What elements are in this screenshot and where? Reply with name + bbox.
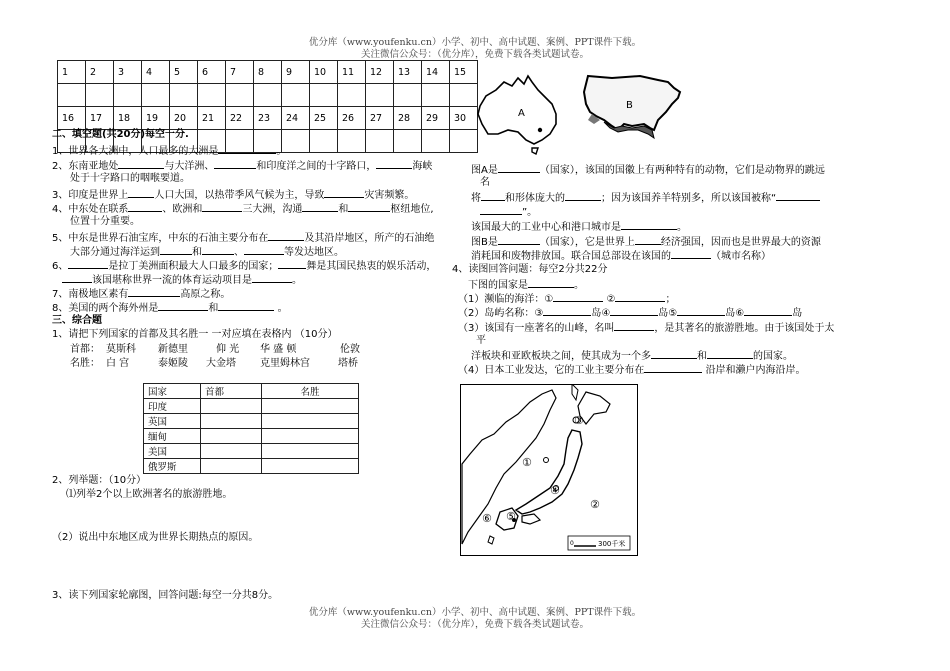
q2-text-a: 2、东南亚地处 bbox=[52, 161, 119, 172]
page-header-line1: 优分库（www.youfenku.cn）小学、初中、高中试题、案例、PPT课件下载。 bbox=[308, 37, 642, 48]
q4-continued: 位置十分重要。 bbox=[70, 216, 140, 227]
grid-answer-cell[interactable] bbox=[170, 84, 198, 107]
q4-text-a: 4、中东处在联系 bbox=[52, 204, 129, 215]
grid-cell: 24 bbox=[282, 107, 310, 130]
question-4-title: 4、读图回答问题：每空2分共22分 bbox=[452, 264, 608, 275]
table-country: 俄罗斯 bbox=[144, 459, 201, 474]
table-country: 印度 bbox=[144, 399, 201, 414]
question-1 bbox=[52, 143, 286, 158]
q3-text-a: 3、印度是世界上 bbox=[52, 190, 129, 201]
rb1-text-c: 经济强国，因而也是世界最大的资源 bbox=[660, 237, 821, 248]
grid-answer-cell[interactable] bbox=[114, 84, 142, 107]
grid-cell: 4 bbox=[142, 61, 170, 84]
grid-cell: 6 bbox=[198, 61, 226, 84]
answer-blank[interactable] bbox=[498, 162, 540, 173]
q5-text-f: 等发达地区。 bbox=[284, 247, 344, 258]
grid-answer-cell[interactable] bbox=[310, 84, 338, 107]
grid-answer-cell[interactable] bbox=[226, 84, 254, 107]
scale-text: 300千米 bbox=[598, 540, 626, 548]
grid-answer-cell[interactable] bbox=[198, 84, 226, 107]
japan-map bbox=[460, 384, 638, 556]
answer-blank[interactable] bbox=[278, 258, 306, 269]
answer-blank[interactable] bbox=[543, 305, 591, 316]
answer-blank[interactable] bbox=[268, 230, 304, 241]
q1-text: 1、世界各大洲中，人口最多的大洲是 bbox=[52, 146, 219, 157]
answer-grid-row1 bbox=[58, 61, 478, 84]
r4-q2-b: 岛④ bbox=[591, 308, 611, 319]
answer-blank[interactable] bbox=[118, 158, 164, 169]
ra4-text-b: 。 bbox=[677, 222, 687, 233]
q2-text-b: 与大洋洲、 bbox=[164, 161, 215, 172]
r4-q2-d: 岛⑥ bbox=[725, 308, 745, 319]
table-country: 美国 bbox=[144, 444, 201, 459]
grid-cell: 9 bbox=[282, 61, 310, 84]
grid-answer-cell[interactable] bbox=[422, 130, 450, 153]
page-footer-line2: 关注微信公众号：（优分库），免费下载各类试题试卷。 bbox=[360, 619, 589, 630]
q8-text-a: 8、美国的两个海外州是 bbox=[52, 303, 159, 314]
sight-item: 塔桥 bbox=[338, 358, 358, 369]
map-label-4: ④ bbox=[550, 484, 560, 497]
answer-grid-blank-row bbox=[58, 84, 478, 107]
answer-blank[interactable] bbox=[244, 244, 284, 255]
r4-q2-a: （2）岛屿名称：③ bbox=[458, 308, 544, 319]
grid-answer-cell[interactable] bbox=[338, 84, 366, 107]
answer-blank[interactable] bbox=[707, 348, 753, 359]
grid-cell: 28 bbox=[394, 107, 422, 130]
q6-text-b: 是拉丁美洲面积最大人口最多的国家； bbox=[108, 261, 279, 272]
comprehensive-q1-title: 1、请把下列国家的首都及其名胜一 一对应填在表格内 （10分） bbox=[52, 329, 338, 340]
q6-continued bbox=[62, 272, 302, 287]
r4-q2-e: 岛 bbox=[792, 308, 803, 319]
q5-text-e: 、 bbox=[234, 247, 244, 258]
answer-blank[interactable] bbox=[677, 305, 725, 316]
question-4-part2 bbox=[458, 305, 802, 320]
q6-text-d: 该国堪称世界一流的体育运动项目是 bbox=[92, 275, 252, 286]
answer-blank[interactable] bbox=[160, 244, 192, 255]
answer-blank[interactable] bbox=[68, 258, 108, 269]
question-4 bbox=[52, 201, 434, 216]
table-answer-cell[interactable] bbox=[201, 414, 262, 429]
grid-answer-cell[interactable] bbox=[86, 84, 114, 107]
q5-continued bbox=[70, 244, 344, 259]
capital-item: 莫斯科 bbox=[106, 344, 136, 355]
answer-blank[interactable] bbox=[218, 300, 274, 311]
australia-outline-map bbox=[478, 76, 556, 154]
question-4-part3-cont bbox=[471, 348, 793, 363]
question-7 bbox=[52, 286, 230, 301]
rb2-text-b: （城市名称） bbox=[711, 251, 771, 262]
grid-answer-cell[interactable] bbox=[394, 84, 422, 107]
r4-q1-a: （1）濒临的海洋：① bbox=[458, 294, 554, 305]
question-a-line1 bbox=[471, 162, 825, 177]
grid-cell: 1 bbox=[58, 61, 86, 84]
grid-answer-cell[interactable] bbox=[142, 84, 170, 107]
answer-blank[interactable] bbox=[202, 201, 242, 212]
q4-text-c: 三大洲，沟通 bbox=[242, 204, 303, 215]
grid-cell: 26 bbox=[338, 107, 366, 130]
q2-continued: 处于十字路口的咽喉要道。 bbox=[70, 173, 190, 184]
answer-blank[interactable] bbox=[528, 277, 574, 288]
map-label-5: ⑤ bbox=[506, 510, 516, 523]
q6-text-a: 6、 bbox=[52, 261, 69, 272]
sight-item: 泰姬陵 bbox=[158, 358, 188, 369]
answer-blank[interactable] bbox=[302, 201, 338, 212]
answer-blank[interactable] bbox=[744, 305, 792, 316]
r4-q1-c: ； bbox=[665, 294, 676, 305]
answer-blank[interactable] bbox=[158, 300, 208, 311]
question-5 bbox=[52, 230, 434, 245]
q5-text-a: 5、中东是世界石油宝库，中东的石油主要分布在 bbox=[52, 233, 269, 244]
r4-q3-d: 洋板块和亚欧板块之间，使其成为一个多 bbox=[471, 351, 651, 362]
answer-blank[interactable] bbox=[214, 158, 256, 169]
question-3 bbox=[52, 187, 414, 202]
answer-blank[interactable] bbox=[565, 190, 601, 201]
map-label-2: ② bbox=[590, 498, 600, 511]
grid-cell: 15 bbox=[450, 61, 478, 84]
sight-item: 大金塔 bbox=[206, 358, 236, 369]
capital-sight-table bbox=[143, 383, 359, 474]
question-4-part1 bbox=[458, 291, 675, 306]
answer-blank[interactable] bbox=[252, 272, 292, 283]
ra3-text-b: ”。 bbox=[522, 207, 538, 218]
capital-item: 伦敦 bbox=[340, 344, 360, 355]
q4-text-d: 和 bbox=[338, 204, 349, 215]
capital-item: 仰 光 bbox=[216, 344, 240, 355]
answer-blank[interactable] bbox=[62, 272, 92, 283]
q7-text-a: 7、南极地区素有 bbox=[52, 289, 129, 300]
page-footer-line1: 优分库（www.youfenku.cn）小学、初中、高中试题、案例、PPT课件下载。 bbox=[308, 607, 642, 618]
map-label-3: ③ bbox=[574, 414, 584, 427]
map-a-label: A bbox=[518, 108, 525, 119]
answer-blank[interactable] bbox=[128, 286, 180, 297]
ra1-text-a: 图A是 bbox=[471, 165, 498, 176]
q5-text-d: 和 bbox=[192, 247, 202, 258]
sight-item: 克里姆林宫 bbox=[260, 358, 310, 369]
table-header: 国家 bbox=[144, 384, 201, 399]
q2-text-c: 和印度洋之间的十字路口， bbox=[256, 161, 377, 172]
ra2-text-b: 和形体庞大的 bbox=[505, 193, 565, 204]
grid-answer-cell[interactable] bbox=[366, 84, 394, 107]
q6-text-e: 。 bbox=[292, 275, 302, 286]
sights-label: 名胜： bbox=[70, 358, 100, 369]
table-header: 首都 bbox=[201, 384, 262, 399]
grid-cell: 19 bbox=[142, 107, 170, 130]
rb1-text-b: （国家），它是世界上 bbox=[539, 237, 635, 248]
comprehensive-q3-title: 3、读下列国家轮廓图，回答问题:每空一分共8分。 bbox=[52, 590, 279, 601]
table-country: 英国 bbox=[144, 414, 201, 429]
r4-q3-f: 的国家。 bbox=[753, 351, 793, 362]
question-b-line2 bbox=[471, 248, 771, 263]
q3-text-b: 人口大国，以热带季风气候为主，导致 bbox=[154, 190, 325, 201]
q3-text-c: 灾害频繁。 bbox=[364, 190, 415, 201]
answer-blank[interactable] bbox=[128, 201, 162, 212]
grid-cell: 12 bbox=[366, 61, 394, 84]
grid-cell: 11 bbox=[338, 61, 366, 84]
grid-cell: 30 bbox=[450, 107, 478, 130]
table-answer-cell[interactable] bbox=[262, 429, 359, 444]
answer-blank[interactable] bbox=[202, 244, 234, 255]
country-outline-maps bbox=[472, 68, 687, 158]
question-4-part3 bbox=[458, 320, 834, 335]
grid-cell: 14 bbox=[422, 61, 450, 84]
grid-cell: 27 bbox=[366, 107, 394, 130]
table-answer-cell[interactable] bbox=[262, 444, 359, 459]
grid-cell: 13 bbox=[394, 61, 422, 84]
q8-text-c: 。 bbox=[277, 303, 288, 314]
q5-text-c: 大部分通过海洋运到 bbox=[70, 247, 160, 258]
q7-text-b: 高原之称。 bbox=[180, 289, 231, 300]
answer-blank[interactable] bbox=[480, 204, 522, 215]
answer-blank[interactable] bbox=[218, 143, 276, 154]
map-b-label: B bbox=[626, 100, 633, 111]
table-answer-cell[interactable] bbox=[262, 459, 359, 474]
comprehensive-q2-part1: ⑴列举2个以上欧洲著名的旅游胜地。 bbox=[66, 489, 233, 500]
grid-answer-cell[interactable] bbox=[366, 130, 394, 153]
r4-q3-e: 和 bbox=[697, 351, 707, 362]
section3-title: 三、综合题 bbox=[52, 315, 102, 326]
grid-cell: 20 bbox=[170, 107, 198, 130]
grid-answer-cell[interactable] bbox=[254, 84, 282, 107]
r4-q1-b: ② bbox=[606, 294, 616, 305]
rb1-text-a: 图B是 bbox=[471, 237, 498, 248]
r4-intro-text: 下图的国家是 bbox=[468, 280, 528, 291]
answer-blank[interactable] bbox=[610, 305, 658, 316]
question-a-line3 bbox=[480, 204, 537, 219]
comprehensive-q2-part2: （2）说出中东地区成为世界长期热点的原因。 bbox=[52, 532, 259, 543]
q8-text-b: 和 bbox=[208, 303, 219, 314]
q4-text-b: 、欧洲和 bbox=[162, 204, 203, 215]
answer-blank[interactable] bbox=[776, 190, 820, 201]
q4-text-e: 枢纽地位, bbox=[390, 204, 434, 215]
grid-answer-cell[interactable] bbox=[310, 130, 338, 153]
table-country: 缅甸 bbox=[144, 429, 201, 444]
q2-text-d: 海峡 bbox=[412, 161, 433, 172]
grid-cell: 8 bbox=[254, 61, 282, 84]
map-label-6: ⑥ bbox=[482, 512, 492, 525]
answer-blank[interactable] bbox=[644, 362, 702, 373]
q5-text-b: 及其沿岸地区，所产的石油绝 bbox=[304, 233, 435, 244]
grid-answer-cell[interactable] bbox=[338, 130, 366, 153]
ra2-text-a: 将 bbox=[471, 193, 481, 204]
grid-cell: 3 bbox=[114, 61, 142, 84]
capital-item: 华 盛 顿 bbox=[260, 344, 297, 355]
answer-blank[interactable] bbox=[481, 190, 505, 201]
answer-blank[interactable] bbox=[376, 158, 412, 169]
question-2 bbox=[52, 158, 432, 173]
grid-cell: 17 bbox=[86, 107, 114, 130]
table-answer-cell[interactable] bbox=[201, 459, 262, 474]
grid-cell: 18 bbox=[114, 107, 142, 130]
table-answer-cell[interactable] bbox=[262, 414, 359, 429]
r4-q3-c: 平 bbox=[476, 335, 486, 346]
question-b-line1 bbox=[471, 234, 821, 249]
grid-answer-cell[interactable] bbox=[422, 84, 450, 107]
ra4-text-a: 该国最大的工业中心和港口城市是 bbox=[471, 222, 621, 233]
table-answer-cell[interactable] bbox=[262, 399, 359, 414]
sight-item: 白 宫 bbox=[106, 358, 130, 369]
grid-cell: 16 bbox=[58, 107, 86, 130]
grid-cell: 23 bbox=[254, 107, 282, 130]
grid-cell: 22 bbox=[226, 107, 254, 130]
capitals-label: 首都： bbox=[70, 344, 100, 355]
answer-blank[interactable] bbox=[553, 291, 603, 302]
r4-q2-c: 岛⑤ bbox=[658, 308, 678, 319]
grid-answer-cell[interactable] bbox=[394, 130, 422, 153]
grid-cell: 25 bbox=[310, 107, 338, 130]
table-header: 名胜 bbox=[262, 384, 359, 399]
table-answer-cell[interactable] bbox=[201, 444, 262, 459]
rb2-text-a: 消耗国和废物排放国。联合国总部设在该国的 bbox=[471, 251, 671, 262]
ra1-text-b: （国家），该国的国徽上有两种特有的动物，它们是动物界的跳远 bbox=[539, 165, 825, 176]
answer-blank[interactable] bbox=[324, 187, 364, 198]
answer-blank[interactable] bbox=[615, 291, 665, 302]
grid-cell: 7 bbox=[226, 61, 254, 84]
r4-q4-a: （4）日本工业发达，它的工业主要分布在 bbox=[458, 365, 645, 376]
ra1-text-c: 名 bbox=[480, 177, 490, 188]
map-marker-dot bbox=[544, 458, 549, 463]
table-answer-cell[interactable] bbox=[201, 429, 262, 444]
scale-zero: 0 bbox=[570, 540, 574, 547]
grid-answer-cell[interactable] bbox=[58, 84, 86, 107]
capital-item: 新德里 bbox=[158, 344, 188, 355]
grid-cell: 2 bbox=[86, 61, 114, 84]
answer-blank[interactable] bbox=[348, 201, 390, 212]
grid-cell: 29 bbox=[422, 107, 450, 130]
answer-blank[interactable] bbox=[635, 234, 661, 245]
answer-blank[interactable] bbox=[498, 234, 540, 245]
usa-outline-map bbox=[584, 76, 680, 138]
r4-q3-a: （3）该国有一座著名的山峰，名叫 bbox=[458, 323, 615, 334]
grid-cell: 10 bbox=[310, 61, 338, 84]
grid-cell: 5 bbox=[170, 61, 198, 84]
grid-answer-cell[interactable] bbox=[282, 84, 310, 107]
page-header-line2: 关注微信公众号：（优分库），免费下载各类试题试卷。 bbox=[360, 49, 589, 60]
q1-end: 。 bbox=[276, 146, 287, 157]
r4-q4-b: 沿岸和濑户内海沿岸。 bbox=[705, 365, 806, 376]
question-4-intro bbox=[468, 277, 584, 292]
q6-text-c: 舞是其国民热衷的娱乐活动， bbox=[306, 261, 437, 272]
answer-grid-row2 bbox=[58, 107, 478, 130]
section2-title: 二、填空题(共20分)每空一分. bbox=[52, 129, 189, 140]
answer-blank[interactable] bbox=[651, 348, 697, 359]
question-8 bbox=[52, 300, 288, 315]
comprehensive-q2-title: 2、列举题：（10分） bbox=[52, 475, 147, 486]
grid-cell: 21 bbox=[198, 107, 226, 130]
r4-q3-b: ，是其著名的旅游胜地。由于该国处于太 bbox=[654, 323, 835, 334]
question-a-line2 bbox=[471, 190, 820, 205]
r4-intro-end: 。 bbox=[574, 280, 584, 291]
question-a-line4 bbox=[471, 219, 687, 234]
answer-blank[interactable] bbox=[614, 320, 654, 331]
answer-blank[interactable] bbox=[671, 248, 711, 259]
question-6 bbox=[52, 258, 436, 273]
table-answer-cell[interactable] bbox=[201, 399, 262, 414]
ra2-text-c: ；因为该国养羊特别多，所以该国被称“ bbox=[601, 193, 777, 204]
question-4-part4 bbox=[458, 362, 806, 377]
answer-blank[interactable] bbox=[621, 219, 677, 230]
map-label-1: ① bbox=[522, 456, 532, 469]
answer-blank[interactable] bbox=[128, 187, 154, 198]
